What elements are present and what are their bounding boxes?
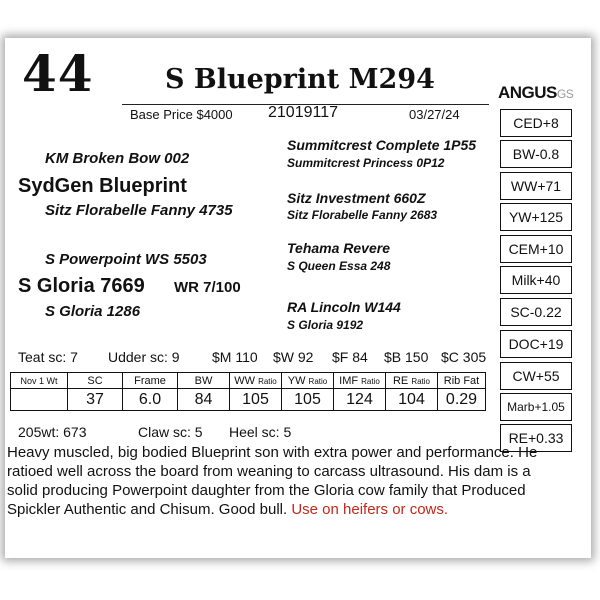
header-imf-ratio: IMF Ratio bbox=[334, 373, 386, 389]
registration-number: 21019117 bbox=[268, 104, 338, 121]
dam-sire: S Powerpoint WS 5503 bbox=[45, 251, 207, 268]
epd-ww: WW+71 bbox=[500, 172, 572, 200]
value-bw: 84 bbox=[178, 389, 230, 411]
index-b: $B 150 bbox=[384, 349, 429, 365]
sire-sire: KM Broken Bow 002 bbox=[45, 150, 190, 167]
udder-score: Udder sc: 9 bbox=[108, 349, 180, 365]
index-m: $M 110 bbox=[212, 349, 258, 365]
value-re-ratio: 104 bbox=[386, 389, 438, 411]
dam: S Gloria 7669 bbox=[18, 275, 145, 297]
epd-doc: DOC+19 bbox=[500, 330, 572, 358]
epd-ced: CED+8 bbox=[500, 109, 572, 137]
header-bw: BW bbox=[178, 373, 230, 389]
dam-dam-sire: RA Lincoln W144 bbox=[287, 299, 401, 315]
header-sc: SC bbox=[68, 373, 123, 389]
epd-sc: SC-0.22 bbox=[500, 298, 572, 326]
table-header-row bbox=[11, 373, 486, 389]
value-rib-fat: 0.29 bbox=[438, 389, 486, 411]
sire-sire-sire: Summitcrest Complete 1P55 bbox=[287, 137, 477, 153]
lot-number: 44 bbox=[22, 44, 94, 103]
header-frame: Frame bbox=[123, 373, 178, 389]
epd-cem: CEM+10 bbox=[500, 235, 572, 263]
angus-gs-logo bbox=[498, 83, 573, 103]
sire-sire-dam: Summitcrest Princess 0P12 bbox=[287, 156, 445, 170]
description-text: Heavy muscled, big bodied Blueprint son with extra power and performance. He ratioed well across the board from weaning to carcass ultrasound. His dam is a solid producing Powerpoint daughter from the Gloria cow family that Produced Spickler Authentic and Chisum. Good bull. bbox=[7, 444, 538, 518]
value-nov-wt bbox=[11, 389, 68, 411]
epd-re: RE+0.33 bbox=[500, 424, 572, 452]
value-ww-ratio: 105 bbox=[230, 389, 282, 411]
teat-score: Teat sc: 7 bbox=[18, 349, 78, 365]
angus-logo-text: ANGUS bbox=[498, 83, 557, 102]
value-frame: 6.0 bbox=[123, 389, 178, 411]
index-w: $W 92 bbox=[273, 349, 314, 365]
base-price: Base Price $4000 bbox=[130, 107, 233, 122]
usage-note: Use on heifers or cows. bbox=[291, 501, 449, 518]
epd-bw: BW-0.8 bbox=[500, 140, 572, 168]
gs-logo-text: GS bbox=[556, 87, 574, 101]
table-row bbox=[11, 389, 486, 411]
epd-cw: CW+55 bbox=[500, 362, 572, 390]
epd-yw: YW+125 bbox=[500, 203, 572, 231]
epd-marb: Marb+1.05 bbox=[500, 393, 572, 421]
header-yw-ratio: YW Ratio bbox=[282, 373, 334, 389]
index-f: $F 84 bbox=[332, 349, 368, 365]
sire-dam-sire: Sitz Investment 660Z bbox=[287, 190, 426, 206]
value-sc: 37 bbox=[68, 389, 123, 411]
sire-dam-dam: Sitz Florabelle Fanny 2683 bbox=[287, 208, 438, 222]
header-nov-wt: Nov 1 Wt bbox=[11, 373, 68, 389]
dam-sire-dam: S Queen Essa 248 bbox=[287, 259, 391, 273]
dam-sire-sire: Tehama Revere bbox=[287, 240, 390, 256]
header-rib-fat: Rib Fat bbox=[438, 373, 486, 389]
dam-dam-dam: S Gloria 9192 bbox=[287, 318, 364, 332]
epd-milk: Milk+40 bbox=[500, 266, 572, 294]
index-c: $C 305 bbox=[441, 349, 487, 365]
value-imf-ratio: 124 bbox=[334, 389, 386, 411]
value-yw-ratio: 105 bbox=[282, 389, 334, 411]
claw-score: Claw sc: 5 bbox=[138, 424, 203, 440]
dam-dam: S Gloria 1286 bbox=[45, 303, 141, 320]
performance-table bbox=[10, 372, 486, 411]
animal-name: S Blueprint M294 bbox=[165, 64, 435, 95]
sale-date: 03/27/24 bbox=[409, 107, 460, 122]
header-re-ratio: RE Ratio bbox=[386, 373, 438, 389]
heel-score: Heel sc: 5 bbox=[229, 424, 292, 440]
dam-weaning-ratio: WR 7/100 bbox=[174, 279, 241, 296]
header-ww-ratio: WW Ratio bbox=[230, 373, 282, 389]
sire-dam: Sitz Florabelle Fanny 4735 bbox=[45, 202, 233, 219]
sire: SydGen Blueprint bbox=[18, 175, 187, 197]
weaning-weight: 205wt: 673 bbox=[18, 424, 87, 440]
lot-description bbox=[7, 443, 552, 519]
